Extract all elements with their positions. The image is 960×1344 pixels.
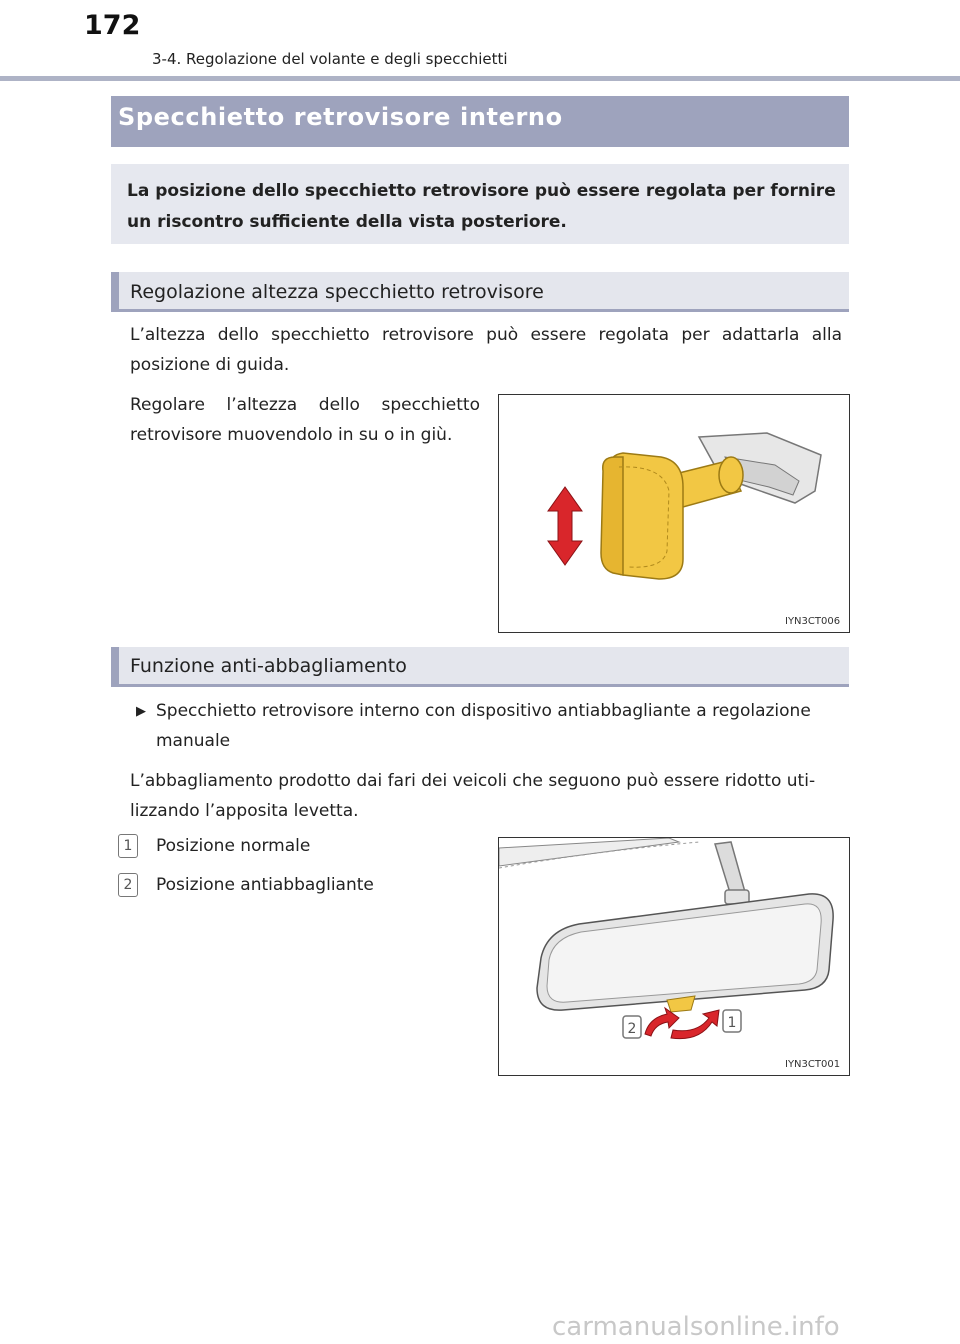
height-paragraph-2: Regolare l’altezza dello specchietto retrovisore muovendolo in su o in giù. — [130, 395, 480, 445]
page-number: 172 — [84, 10, 141, 41]
subheading-accent-antiglare — [111, 647, 119, 687]
subheading-anti-glare: Funzione anti-abbagliamento — [130, 655, 407, 677]
header-rule — [0, 76, 960, 81]
figure-mirror-antiglare — [498, 837, 850, 1076]
figure-code-1: IYN3CT006 — [785, 616, 841, 627]
item-label-normal: Posizione normale — [156, 836, 311, 856]
subheading-height-adjust: Regolazione altezza specchietto retrovisore — [130, 281, 544, 303]
intro-text: La posizione dello specchietto retrovisore può essere regolata per fornire un riscontro sufficiente della vista posteriore. — [127, 181, 836, 232]
item-number-badge: 1 — [118, 834, 138, 858]
mirror-height-illustration — [499, 395, 849, 632]
antiglare-bullet-text: Specchietto retrovisore interno con dispositivo antiabbagliante a regolazione manuale — [156, 701, 811, 751]
bullet-triangle-icon: ▶ — [136, 704, 146, 719]
figure-mirror-height — [498, 394, 850, 633]
watermark: carmanualsonline.info — [552, 1312, 840, 1342]
section-title: Specchietto retrovisore interno — [118, 103, 563, 131]
height-paragraph-1: L’altezza dello specchietto retrovisore può essere regolata per adattarla alla posizione di guida. — [130, 325, 842, 375]
mirror-antiglare-illustration — [499, 838, 849, 1075]
callout-label: 1 — [727, 1015, 737, 1031]
item-number-badge: 2 — [118, 873, 138, 897]
item-label-antiglare: Posizione antiabbagliante — [156, 875, 374, 895]
figure-code-2: IYN3CT001 — [785, 1059, 841, 1070]
running-head: 3-4. Regolazione del volante e degli specchietti — [152, 50, 508, 68]
subheading-accent-height — [111, 272, 119, 312]
antiglare-paragraph: L’abbagliamento prodotto dai fari dei veicoli che seguono può essere ridotto uti-lizzando l’apposita levetta. — [130, 771, 816, 821]
callout-label: 2 — [627, 1021, 637, 1037]
